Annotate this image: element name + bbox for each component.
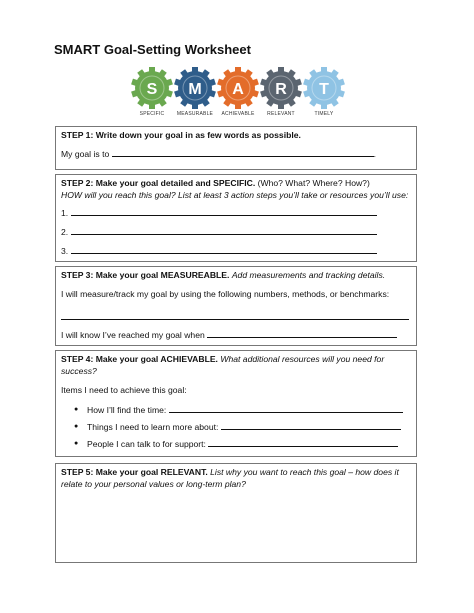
step4-box — [55, 350, 417, 457]
gear-letter: M — [188, 81, 202, 98]
step4-instruction: What additional resources will you need for success? — [61, 354, 385, 376]
gear-letter: T — [319, 81, 329, 98]
action-step-number: 1. — [61, 208, 69, 218]
step5-heading: STEP 5: Make your goal RELEVANT. — [61, 467, 208, 477]
measure-input-line[interactable] — [61, 311, 409, 320]
step3-know: I will know I’ve reached my goal when — [61, 330, 205, 340]
step2-heading: STEP 2: Make your goal detailed and SPECIFIC. — [61, 178, 256, 188]
gear-caption: SPECIFIC — [139, 111, 165, 117]
bullet-icon: ● — [74, 440, 79, 447]
page-title: SMART Goal-Setting Worksheet — [54, 42, 251, 57]
gear-caption: TIMELY — [314, 111, 334, 117]
step4-heading: STEP 4: Make your goal ACHIEVABLE. — [61, 354, 218, 364]
step2-heading-tail: (Who? What? Where? How?) — [257, 178, 370, 188]
learn-more-line[interactable] — [221, 421, 401, 430]
step2-instruction: HOW will you reach this goal? List at least 3 action steps you’ll take or resources you’ll use: — [61, 189, 409, 200]
gear-letter: S — [146, 81, 158, 98]
smart-gears-logo — [128, 66, 348, 124]
bullet-label: Things I need to learn more about: — [87, 422, 219, 432]
action-step-1-line[interactable] — [71, 207, 377, 216]
find-time-line[interactable] — [169, 404, 403, 413]
step1-prompt: My goal is to — [61, 148, 110, 159]
gear-caption: RELEVANT — [267, 111, 295, 117]
gear-t-icon — [302, 66, 346, 118]
goal-reached-line[interactable] — [207, 329, 397, 338]
bullet-label: How I’ll find the time: — [87, 405, 167, 415]
bullet-icon: ● — [74, 406, 79, 413]
step3-instruction: Add measurements and tracking details. — [231, 270, 386, 280]
action-step-number: 3. — [61, 246, 69, 256]
action-step-3-line[interactable] — [71, 245, 377, 254]
step5-instruction: List why you want to reach this goal – how does it relate to your personal values or long-term plan? — [61, 467, 399, 489]
action-step-2-line[interactable] — [71, 226, 377, 235]
step3-heading: STEP 3: Make your goal MEASUREABLE. — [61, 270, 230, 280]
gear-letter: R — [275, 81, 287, 98]
gear-caption: MEASURABLE — [176, 111, 214, 117]
bullet-icon: ● — [74, 423, 79, 430]
step1-box — [55, 126, 417, 170]
gear-letter: A — [232, 81, 244, 98]
step3-box — [55, 266, 417, 346]
support-line[interactable] — [208, 438, 398, 447]
bullet-label: People I can talk to for support: — [87, 439, 206, 449]
action-step-number: 2. — [61, 227, 69, 237]
step5-box[interactable] — [55, 463, 417, 563]
goal-input-line[interactable] — [112, 148, 377, 159]
gear-caption: ACHIEVABLE — [221, 111, 255, 117]
step1-period: . — [373, 148, 377, 159]
step3-prompt: I will measure/track my goal by using the following numbers, methods, or benchmarks: — [61, 288, 390, 299]
step2-box — [55, 174, 417, 262]
step4-prompt: Items I need to achieve this goal: — [61, 385, 187, 396]
step1-heading: STEP 1: Write down your goal in as few words as possible. — [61, 130, 301, 140]
